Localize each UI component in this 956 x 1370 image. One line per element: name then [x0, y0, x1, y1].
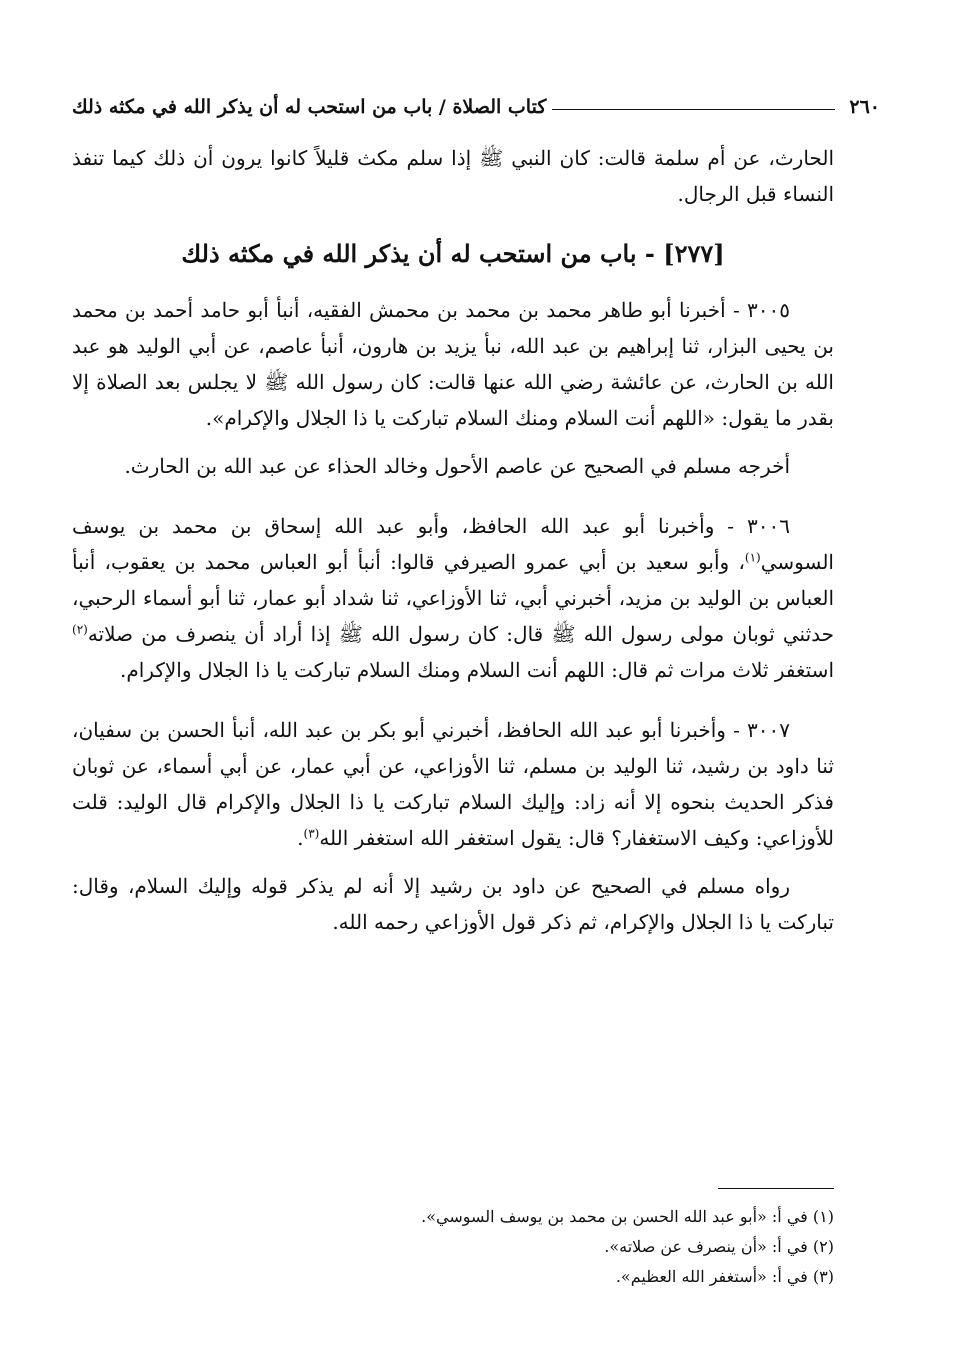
footnote-ref-2: (٢)	[72, 622, 88, 637]
footnote-1: (١) في أ: «أبو عبد الله الحسن بن محمد بن يوسف السوسي».	[421, 1207, 834, 1226]
takhrij-3007: رواه مسلم في الصحيح عن داود بن رشيد إلا أنه لم يذكر قوله وإليك السلام، وقال: تباركت يا ذا الجلال والإكرام، ثم ذكر قول الأوزاعي رحمه الله.	[72, 874, 834, 934]
footnote-2: (٢) في أ: «أن ينصرف عن صلاته».	[604, 1237, 834, 1256]
footnote-ref-1: (١)	[744, 550, 761, 565]
footnote-separator	[718, 1188, 834, 1189]
running-header	[72, 86, 880, 118]
hadith-3006	[72, 508, 834, 688]
hadith-3007	[72, 712, 834, 856]
main-text	[72, 140, 834, 940]
header-title: كتاب الصلاة / باب من استحب له أن يذكر الله في مكثه ذلك	[72, 96, 547, 118]
footnote-ref-3: (٣)	[303, 826, 320, 841]
continuation-paragraph: الحارث، عن أم سلمة قالت: كان النبي ﷺ إذا سلم مكث قليلاً كانوا يرون أن ذلك كيما تنفذ النساء قبل الرجال.	[72, 146, 834, 206]
hadith-3006-text-3: استغفر ثلاث مرات ثم قال: اللهم أنت السلام ومنك السلام تباركت يا ذا الجلال والإكرام.	[120, 658, 834, 682]
hadith-3005: ٣٠٠٥ - أخبرنا أبو طاهر محمد بن محمد بن محمش الفقيه، أنبأ أبو حامد أحمد بن محمد بن يحيى البزار، ثنا إبراهيم بن عبد الله، نبأ يزيد بن هارون، أنبأ عاصم، عن أبي الوليد هو عبد الله بن الحارث، عن عائشة رضي الله عنها قالت: كان رسول الله ﷺ لا يجلس بعد الصلاة إلا بقدر ما يقول: «اللهم أنت السلام ومنك السلام تباركت يا ذا الجلال والإكرام».	[72, 298, 834, 430]
chapter-heading: [٢٧٧] - باب من استحب له أن يذكر الله في مكثه ذلك	[181, 239, 725, 268]
footnote-3: (٣) في أ: «أستغفر الله العظيم».	[615, 1267, 834, 1286]
hadith-3006-text-1: ٣٠٠٦ - وأخبرنا أبو عبد الله الحافظ، وأبو عبد الله إسحاق بن محمد بن يوسف السوسي	[72, 514, 834, 574]
takhrij-3005: أخرجه مسلم في الصحيح عن عاصم الأحول وخالد الحذاء عن عبد الله بن الحارث.	[124, 454, 790, 478]
header-rule	[552, 109, 835, 110]
hadith-3007-text-1: ٣٠٠٧ - وأخبرنا أبو عبد الله الحافظ، أخبرني أبو بكر بن عبد الله، أنبأ الحسن بن سفيان، ثنا داود بن رشيد، ثنا الوليد بن مسلم، ثنا الأوزاعي، عن أبي عمار، عن أبي أسماء، عن ثوبان فذكر الحديث بنحوه إلا أنه زاد: وإليك السلام تباركت يا ذا الجلال والإكرام قال الوليد: قلت للأوزاعي: وكيف الاستغفار؟ قال: يقول استغفر الله استغفر الله	[72, 718, 834, 850]
hadith-3006-text-2: ، وأبو سعيد بن أبي عمرو الصيرفي قالوا: أنبأ أبو العباس محمد بن يعقوب، أنبأ العباس بن الوليد بن مزيد، أخبرني أبي، ثنا الأوزاعي، ثنا شداد أبو عمار، ثنا أبو أسماء الرحبي، حدثني ثوبان مولى رسول الله ﷺ قال: كان رسول الله ﷺ إذا أراد أن ينصرف من صلاته	[72, 550, 834, 646]
page-number: ٢٦٠	[849, 96, 880, 118]
footnotes	[72, 1202, 834, 1292]
hadith-3007-text-2: .	[297, 826, 304, 850]
